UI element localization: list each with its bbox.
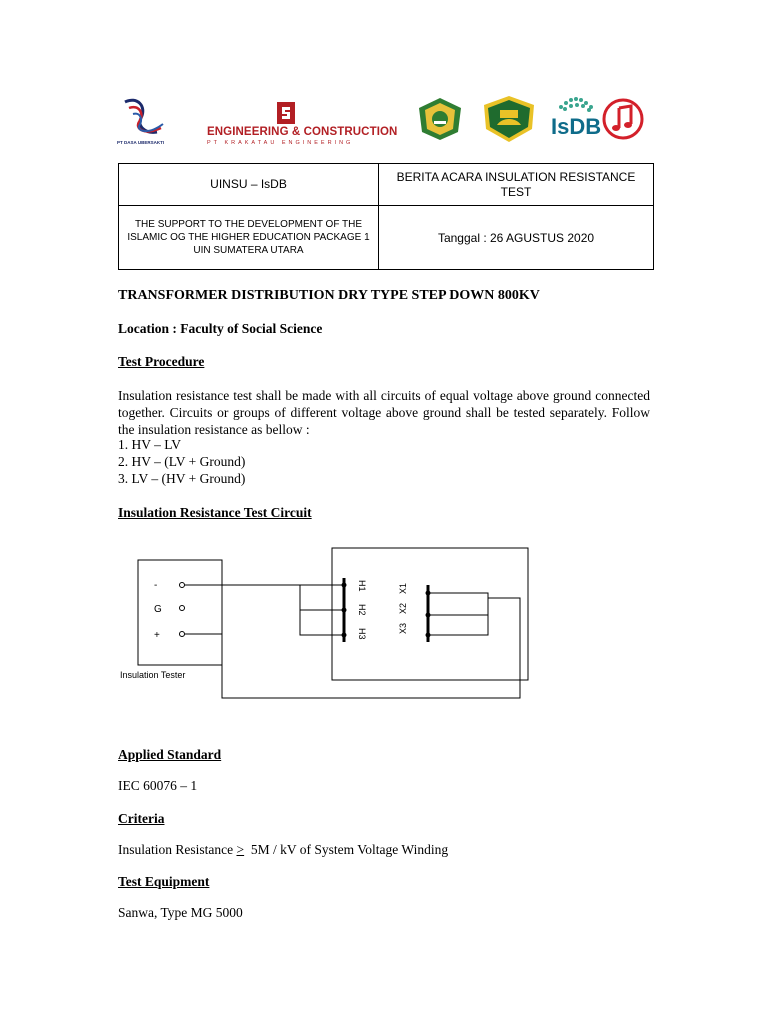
hv-terminal-label: H1 [357,580,367,592]
test-equipment-heading: Test Equipment [118,874,210,889]
applied-standard-heading: Applied Standard [118,747,222,762]
test-circuit-diagram [110,540,550,710]
insulation-tester-box [138,560,222,665]
hv-terminal-label: H3 [357,628,367,640]
project-description-cell: THE SUPPORT TO THE DEVELOPMENT OF THE ISLAMIC OG THE HIGHER EDUCATION PACKAGE 1 UIN SUMATERA UTARA [119,206,379,270]
criteria-prefix: Insulation Resistance [118,842,237,857]
criteria-symbol: > [236,842,245,857]
lv-terminal-label: X2 [398,602,408,614]
terminal-label: G [154,604,162,615]
isdb-logo-text: IsDB [551,114,602,139]
applied-standard-value: IEC 60076 – 1 [118,778,198,793]
document-header-table [118,163,654,270]
terminal-minus-icon [180,583,185,588]
terminal-ground-icon [180,606,185,611]
procedure-step: 1. HV – LV [118,437,182,452]
lv-terminal-label: X1 [398,582,408,594]
document-type-cell: BERITA ACARA INSULATION RESISTANCE TEST [379,164,654,206]
engineering-construction-title: ENGINEERING & CONSTRUCTION [207,126,398,138]
circuit-heading: Insulation Resistance Test Circuit [118,505,312,520]
uinsu-emblem-icon [414,96,466,142]
location-line: Location : Faculty of Social Science [118,321,323,336]
ministry-of-religion-emblem-icon [478,95,540,143]
terminal-label: - [154,580,158,591]
criteria-heading: Criteria [118,811,165,826]
terminal-label: + [154,630,160,641]
procedure-steps-list [118,436,245,487]
test-procedure-text: Insulation resistance test shall be made with all circuits of equal voltage above ground connected together. Circuits or groups of different voltage above ground shall be tested separately. Follow the insulation resistance as bellow : [118,388,650,437]
project-name-cell: UINSU – IsDB [119,164,379,206]
criteria-value [118,842,448,858]
terminal-plus-icon [180,632,185,637]
document-title: TRANSFORMER DISTRIBUTION DRY TYPE STEP DOWN 800KV [118,288,540,303]
lv-terminal-label: X3 [398,622,408,634]
hv-terminal-label: H2 [357,604,367,616]
test-procedure-heading: Test Procedure [118,354,205,369]
music-note-logo-icon [601,98,647,142]
date-cell: Tanggal : 26 AGUSTUS 2020 [379,206,654,270]
test-equipment-value: Sanwa, Type MG 5000 [118,905,243,920]
engineering-construction-subtitle: PT KRAKATAU ENGINEERING [207,140,354,146]
criteria-suffix: 5M / kV of System Voltage Winding [244,842,449,857]
insulation-tester-label: Insulation Tester [120,670,186,680]
krakatau-emblem-icon [275,101,297,125]
pt-dasa-logo-text: PT DASA UBERSAKTI [117,140,165,145]
procedure-step: 3. LV – (HV + Ground) [118,471,246,486]
procedure-step: 2. HV – (LV + Ground) [118,454,246,469]
isdb-globe-icon [551,95,597,115]
